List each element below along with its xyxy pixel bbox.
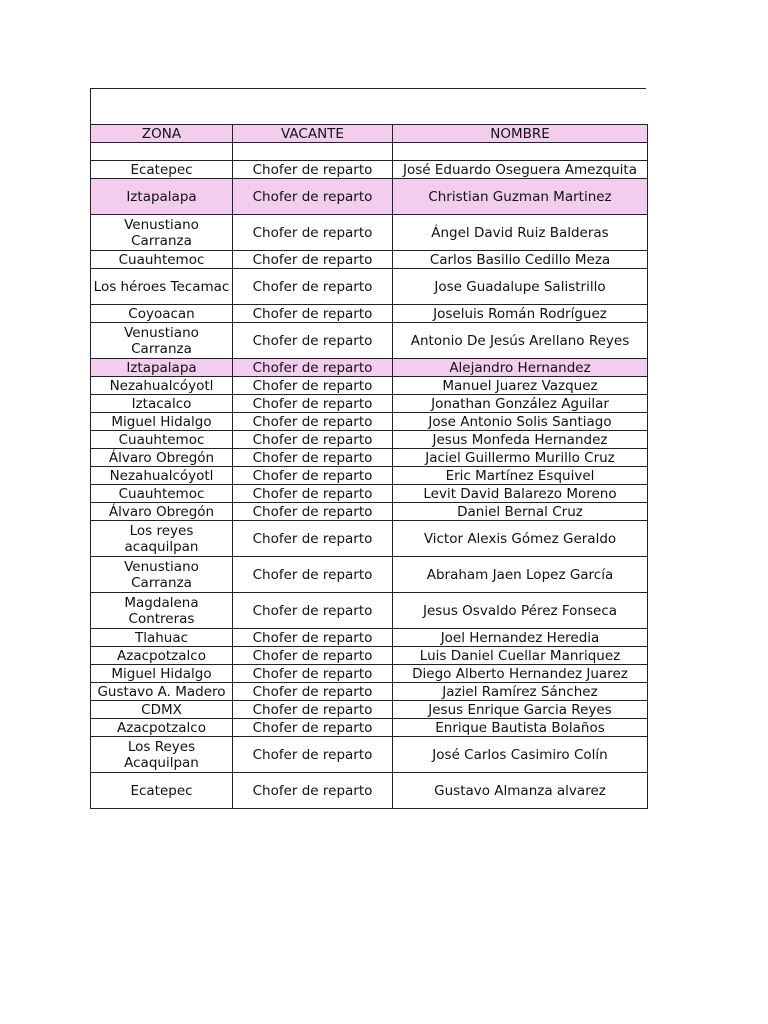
nombre-cell: Jaciel Guillermo Murillo Cruz — [393, 449, 648, 467]
zona-cell: Ecatepec — [91, 161, 233, 179]
nombre-cell: Enrique Bautista Bolaños — [393, 719, 648, 737]
nombre-cell: Jesus Monfeda Hernandez — [393, 431, 648, 449]
table-row — [91, 683, 648, 701]
vacante-cell: Chofer de reparto — [233, 485, 393, 503]
vacante-cell: Chofer de reparto — [233, 377, 393, 395]
vacante-cell: Chofer de reparto — [233, 431, 393, 449]
empty-cell — [393, 143, 648, 161]
table-row — [91, 521, 648, 557]
header-row — [91, 125, 648, 143]
nombre-cell: Joseluis Román Rodríguez — [393, 305, 648, 323]
nombre-cell: Manuel Juarez Vazquez — [393, 377, 648, 395]
table-row — [91, 431, 648, 449]
table-row — [91, 413, 648, 431]
table-row — [91, 485, 648, 503]
zona-cell: Cuauhtemoc — [91, 251, 233, 269]
nombre-cell: Christian Guzman Martinez — [393, 179, 648, 215]
table-row — [91, 161, 648, 179]
zona-cell: Iztapalapa — [91, 179, 233, 215]
zona-cell: Los Reyes Acaquilpan — [91, 737, 233, 773]
table-row — [91, 647, 648, 665]
vacante-cell: Chofer de reparto — [233, 251, 393, 269]
nombre-cell: José Eduardo Oseguera Amezquita — [393, 161, 648, 179]
vacante-cell: Chofer de reparto — [233, 467, 393, 485]
table-row — [91, 629, 648, 647]
table-row — [91, 323, 648, 359]
zona-cell: Azacpotzalco — [91, 647, 233, 665]
zona-cell: Nezahualcóyotl — [91, 377, 233, 395]
empty-row — [91, 143, 648, 161]
table-row — [91, 377, 648, 395]
empty-cell — [91, 143, 233, 161]
nombre-cell: Diego Alberto Hernandez Juarez — [393, 665, 648, 683]
table-body — [91, 143, 648, 809]
zona-cell: Tlahuac — [91, 629, 233, 647]
zona-cell: Nezahualcóyotl — [91, 467, 233, 485]
nombre-cell: Jose Guadalupe Salistrillo — [393, 269, 648, 305]
nombre-cell: Gustavo Almanza alvarez — [393, 773, 648, 809]
table-row — [91, 251, 648, 269]
vacante-cell: Chofer de reparto — [233, 503, 393, 521]
vacante-cell: Chofer de reparto — [233, 323, 393, 359]
table-row — [91, 773, 648, 809]
zona-cell: Los reyes acaquilpan — [91, 521, 233, 557]
nombre-cell: Jonathan González Aguilar — [393, 395, 648, 413]
vacante-cell: Chofer de reparto — [233, 557, 393, 593]
zona-cell: Venustiano Carranza — [91, 323, 233, 359]
table-row — [91, 467, 648, 485]
nombre-cell: Jose Antonio Solis Santiago — [393, 413, 648, 431]
zona-cell: Venustiano Carranza — [91, 557, 233, 593]
nombre-cell: Daniel Bernal Cruz — [393, 503, 648, 521]
table-row — [91, 269, 648, 305]
nombre-cell: Jesus Osvaldo Pérez Fonseca — [393, 593, 648, 629]
zona-cell: Álvaro Obregón — [91, 503, 233, 521]
vacante-cell: Chofer de reparto — [233, 179, 393, 215]
header-zona: ZONA — [91, 125, 233, 143]
nombre-cell: Jaziel Ramírez Sánchez — [393, 683, 648, 701]
table-row — [91, 593, 648, 629]
zona-cell: Coyoacan — [91, 305, 233, 323]
zona-cell: Miguel Hidalgo — [91, 665, 233, 683]
zona-cell: Los héroes Tecamac — [91, 269, 233, 305]
nombre-cell: Joel Hernandez Heredia — [393, 629, 648, 647]
zona-cell: Venustiano Carranza — [91, 215, 233, 251]
nombre-cell: Victor Alexis Gómez Geraldo — [393, 521, 648, 557]
vacante-cell: Chofer de reparto — [233, 629, 393, 647]
vacante-cell: Chofer de reparto — [233, 647, 393, 665]
zona-cell: Ecatepec — [91, 773, 233, 809]
vacante-cell: Chofer de reparto — [233, 665, 393, 683]
vacante-cell: Chofer de reparto — [233, 737, 393, 773]
vacante-cell: Chofer de reparto — [233, 395, 393, 413]
table-row — [91, 719, 648, 737]
table-row — [91, 557, 648, 593]
nombre-cell: Levit David Balarezo Moreno — [393, 485, 648, 503]
table-row — [91, 215, 648, 251]
nombre-cell: Alejandro Hernandez — [393, 359, 648, 377]
table-row — [91, 449, 648, 467]
vacante-cell: Chofer de reparto — [233, 449, 393, 467]
vacante-cell: Chofer de reparto — [233, 305, 393, 323]
nombre-cell: Eric Martínez Esquivel — [393, 467, 648, 485]
vacante-cell: Chofer de reparto — [233, 215, 393, 251]
zona-cell: Miguel Hidalgo — [91, 413, 233, 431]
vacante-cell: Chofer de reparto — [233, 683, 393, 701]
nombre-cell: Jesus Enrique Garcia Reyes — [393, 701, 648, 719]
vacancies-table — [90, 124, 648, 809]
zona-cell: Cuauhtemoc — [91, 485, 233, 503]
vacante-cell: Chofer de reparto — [233, 269, 393, 305]
vacante-cell: Chofer de reparto — [233, 359, 393, 377]
vacante-cell: Chofer de reparto — [233, 413, 393, 431]
nombre-cell: Abraham Jaen Lopez García — [393, 557, 648, 593]
header-nombre: NOMBRE — [393, 125, 648, 143]
nombre-cell: Carlos Basilio Cedillo Meza — [393, 251, 648, 269]
vacante-cell: Chofer de reparto — [233, 719, 393, 737]
zona-cell: Gustavo A. Madero — [91, 683, 233, 701]
nombre-cell: Antonio De Jesús Arellano Reyes — [393, 323, 648, 359]
nombre-cell: José Carlos Casimiro Colín — [393, 737, 648, 773]
vacante-cell: Chofer de reparto — [233, 521, 393, 557]
zona-cell: Cuauhtemoc — [91, 431, 233, 449]
zona-cell: Iztapalapa — [91, 359, 233, 377]
empty-cell — [233, 143, 393, 161]
spreadsheet-sheet — [90, 88, 646, 809]
zona-cell: Azacpotzalco — [91, 719, 233, 737]
table-row — [91, 359, 648, 377]
table-row — [91, 701, 648, 719]
table-row — [91, 665, 648, 683]
empty-title-row — [90, 88, 646, 124]
vacante-cell: Chofer de reparto — [233, 161, 393, 179]
zona-cell: CDMX — [91, 701, 233, 719]
zona-cell: Magdalena Contreras — [91, 593, 233, 629]
zona-cell: Iztacalco — [91, 395, 233, 413]
header-vacante: VACANTE — [233, 125, 393, 143]
vacante-cell: Chofer de reparto — [233, 701, 393, 719]
vacante-cell: Chofer de reparto — [233, 773, 393, 809]
table-row — [91, 179, 648, 215]
nombre-cell: Luis Daniel Cuellar Manriquez — [393, 647, 648, 665]
zona-cell: Álvaro Obregón — [91, 449, 233, 467]
nombre-cell: Ángel David Ruiz Balderas — [393, 215, 648, 251]
vacante-cell: Chofer de reparto — [233, 593, 393, 629]
table-row — [91, 395, 648, 413]
table-row — [91, 737, 648, 773]
table-row — [91, 503, 648, 521]
table-row — [91, 305, 648, 323]
